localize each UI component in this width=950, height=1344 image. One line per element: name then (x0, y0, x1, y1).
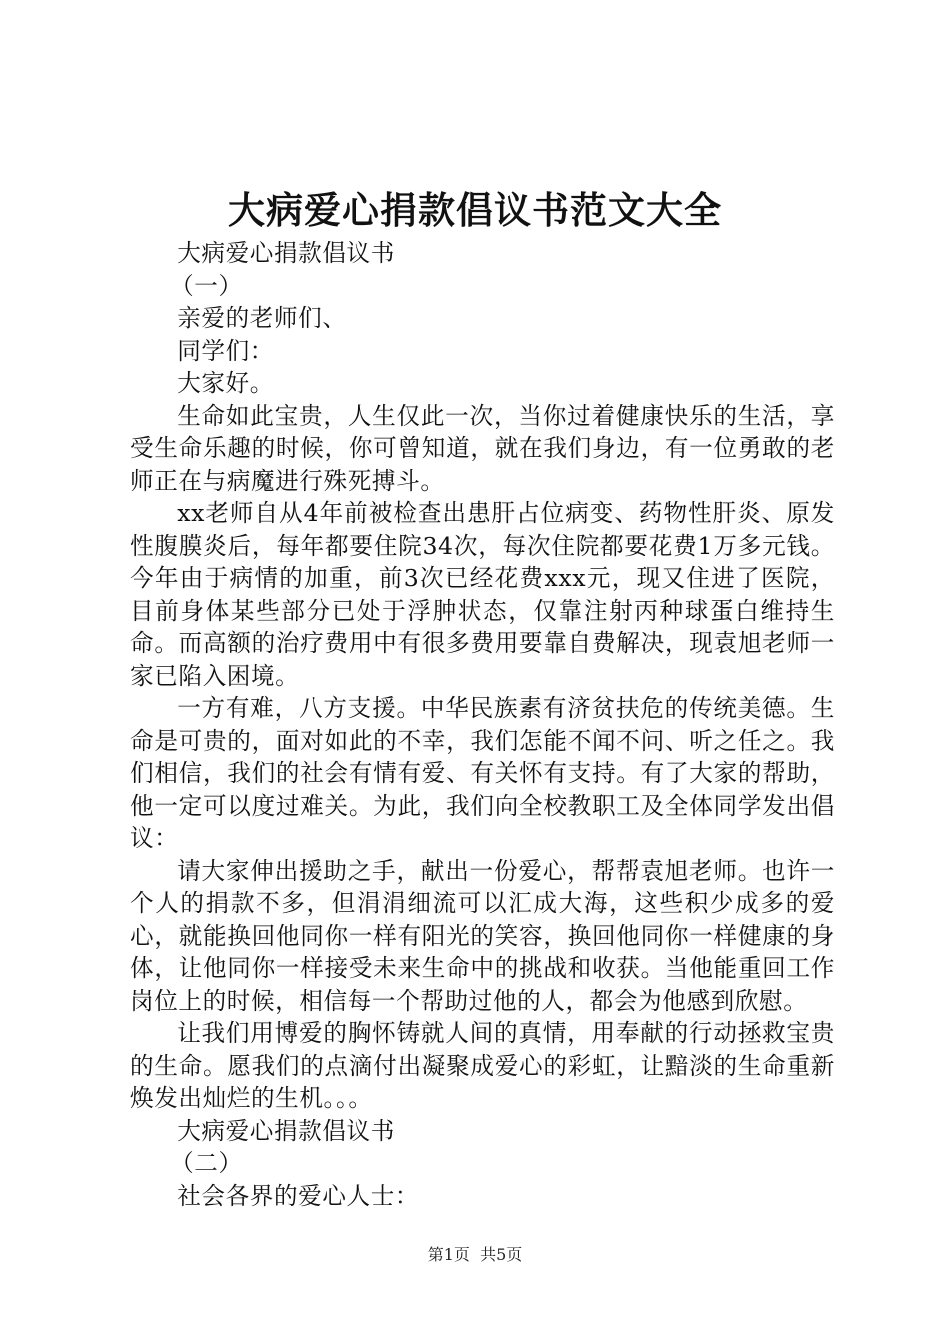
document-title: 大病爱心捐款倡议书范文大全 (228, 188, 722, 232)
paragraph-5: 让我们用博爱的胸怀铸就人间的真情，用奉献的行动拯救宝贵的生命。愿我们的点滴付出凝聚成爱心的彩虹，让黯淡的生命重新焕发出灿烂的生机。。。 (130, 1019, 835, 1112)
paragraph-4: 请大家伸出援助之手，献出一份爱心，帮帮袁旭老师。也许一个人的捐款不多，但涓涓细流可以汇成大海，这些积少成多的爱心，就能换回他同你一样有阳光的笑容，换回他同你一样健康的身体，让他同你一样接受未来生命中的挑战和收获。当他能重回工作岗位上的时候，相信每一个帮助过他的人，都会为他感到欣慰。 (130, 856, 835, 1015)
greeting-line: 大家好。 (177, 369, 274, 397)
section-heading-1: 大病爱心捐款倡议书 (177, 239, 395, 267)
page-footer (0, 1245, 950, 1265)
salutation-line-3: 社会各界的爱心人士： (177, 1181, 420, 1210)
document-body (130, 237, 835, 1212)
paragraph-2: xx老师自从4年前被检查出患肝占位病变、药物性肝炎、原发性腹膜炎后，每年都要住院34次，每次住院都要花费1万多元钱。今年由于病情的加重，前3次已经花费xxx元，现又住进了医院，目前身体某些部分已处于浮肿状态，仅靠注射丙种球蛋白维持生命。而高额的治疗费用中有很多费用要靠自费解决，现袁旭老师一家已陷入困境。 (130, 499, 835, 690)
page-total: 共5页 (480, 1245, 523, 1264)
paragraph-3: 一方有难，八方支援。中华民族素有济贫扶危的传统美德。生命是可贵的，面对如此的不幸，我们怎能不闻不问、听之任之。我们相信，我们的社会有情有爱、有关怀有支持。有了大家的帮助，他一定可以度过难关。为此，我们向全校教职工及全体同学发出倡议： (130, 694, 835, 852)
salutation-line-2: 同学们： (177, 336, 274, 365)
salutation-line-1: 亲爱的老师们、 (177, 304, 347, 332)
paragraph-1: 生命如此宝贵，人生仅此一次，当你过着健康快乐的生活，享受生命乐趣的时候，你可曾知道，就在我们身边，有一位勇敢的老师正在与病魔进行殊死搏斗。 (130, 401, 835, 495)
section-number-2: （二） (170, 1149, 243, 1177)
section-heading-2: 大病爱心捐款倡议书 (177, 1116, 395, 1145)
page-number: 第1页 (427, 1245, 470, 1264)
section-number-1: （一） (170, 271, 243, 300)
